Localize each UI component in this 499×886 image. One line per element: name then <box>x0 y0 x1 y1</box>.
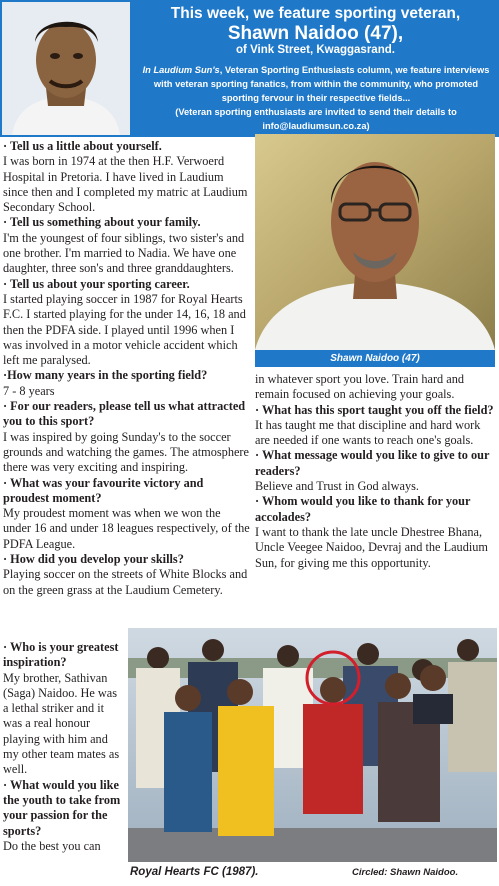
left-column <box>3 139 250 598</box>
headline-name: Shawn Naidoo (47), <box>227 23 404 44</box>
question-6: · What was your favourite victory and proudest moment? <box>3 475 204 505</box>
headshot-photo <box>2 2 130 135</box>
right-column <box>255 372 495 571</box>
column-intro <box>140 63 492 133</box>
answer-9: Do the best you can <box>3 838 101 853</box>
answer-6: My proudest moment was when we won the under 16 and under 18 leagues respectively, of the PDFA League. <box>3 506 250 551</box>
answer-7: Playing soccer on the streets of White Blocks and on the green grass at the Laudium Cemetery. <box>3 567 248 597</box>
answer-11: Believe and Trust in God always. <box>255 479 419 494</box>
answer-10: It has taught me that discipline and hard work are needed if one wants to reach one's goals. <box>255 417 481 448</box>
question-7: · How did you develop your skills? <box>3 552 184 567</box>
answer-5: I was inspired by going Sunday's to the soccer grounds and watching the games. The atmosphere there was very exciting and inspiring. <box>3 429 249 475</box>
team-photo <box>128 628 497 862</box>
headline-line-1: This week, we feature sporting veteran, <box>170 5 461 22</box>
intro-text: , Veteran Sporting Enthusiasts column, we feature interviews with veteran sporting fanatics, from within the community, who promoted sporting fervour in their respective fields... <box>153 65 490 103</box>
answer-2: I'm the youngest of four siblings, two sister's and one brother. I'm married to Nadia. We have one daughter, three son's and three granddaughters. <box>3 230 245 276</box>
intro-paper-name: In Laudium Sun's <box>142 65 220 75</box>
answer-4: 7 - 8 years <box>3 383 55 398</box>
question-10: · What has this sport taught you off the field? <box>255 402 494 417</box>
circled-caption: Circled: Shawn Naidoo. <box>352 867 459 878</box>
question-2: · Tell us something about your family. <box>3 215 201 230</box>
answer-1: I was born in 1974 at the then H.F. Verwoerd Hospital in Pretoria. I have lived in Laudium since then and I completed my matric at Laudium Secondary School. <box>3 154 248 215</box>
narrow-column <box>3 640 125 854</box>
team-photo-caption: Royal Hearts FC (1987). <box>130 866 259 878</box>
portrait-photo <box>255 134 495 350</box>
answer-9-continued: in whatever sport you love. Train hard and remain focused on achieving your goals. <box>255 372 465 402</box>
question-9: · What would you like the youth to take from your passion for the sports? <box>3 777 121 838</box>
question-4: ·How many years in the sporting field? <box>3 368 208 383</box>
answer-3: I started playing soccer in 1987 for Royal Hearts F.C. I started playing for the under 14, 16, 18 and then the PDFA side. I played until 1996 when I was involved in a motor vehicle accident which left me paralysed. <box>3 291 246 368</box>
question-11: · What message would you like to give to our readers? <box>255 448 490 478</box>
answer-12: I want to thank the late uncle Dhestree Bhana, Uncle Veegee Naidoo, Devraj and the Laudium Sun, for giving me this opportunity. <box>255 524 488 570</box>
intro-invite: (Veteran sporting enthusiasts are invited to send their details to info@laudiumsun.co.za) <box>175 107 457 131</box>
question-5: · For our readers, please tell us what attracted you to this sport? <box>3 399 246 429</box>
question-12: · Whom would you like to thank for your accolades? <box>255 494 471 524</box>
portrait-caption: Shawn Naidoo (47) <box>255 350 495 367</box>
question-3: · Tell us about your sporting career. <box>3 276 190 291</box>
question-8: · Who is your greatest inspiration? <box>3 640 119 670</box>
question-1: · Tell us a little about yourself. <box>3 139 162 153</box>
answer-8: My brother, Sathivan (Saga) Naidoo. He was a lethal striker and it was a real honour playing with him and my other team mates as well. <box>3 670 120 777</box>
headline-address: of Vink Street, Kwaggasrand. <box>236 44 395 56</box>
